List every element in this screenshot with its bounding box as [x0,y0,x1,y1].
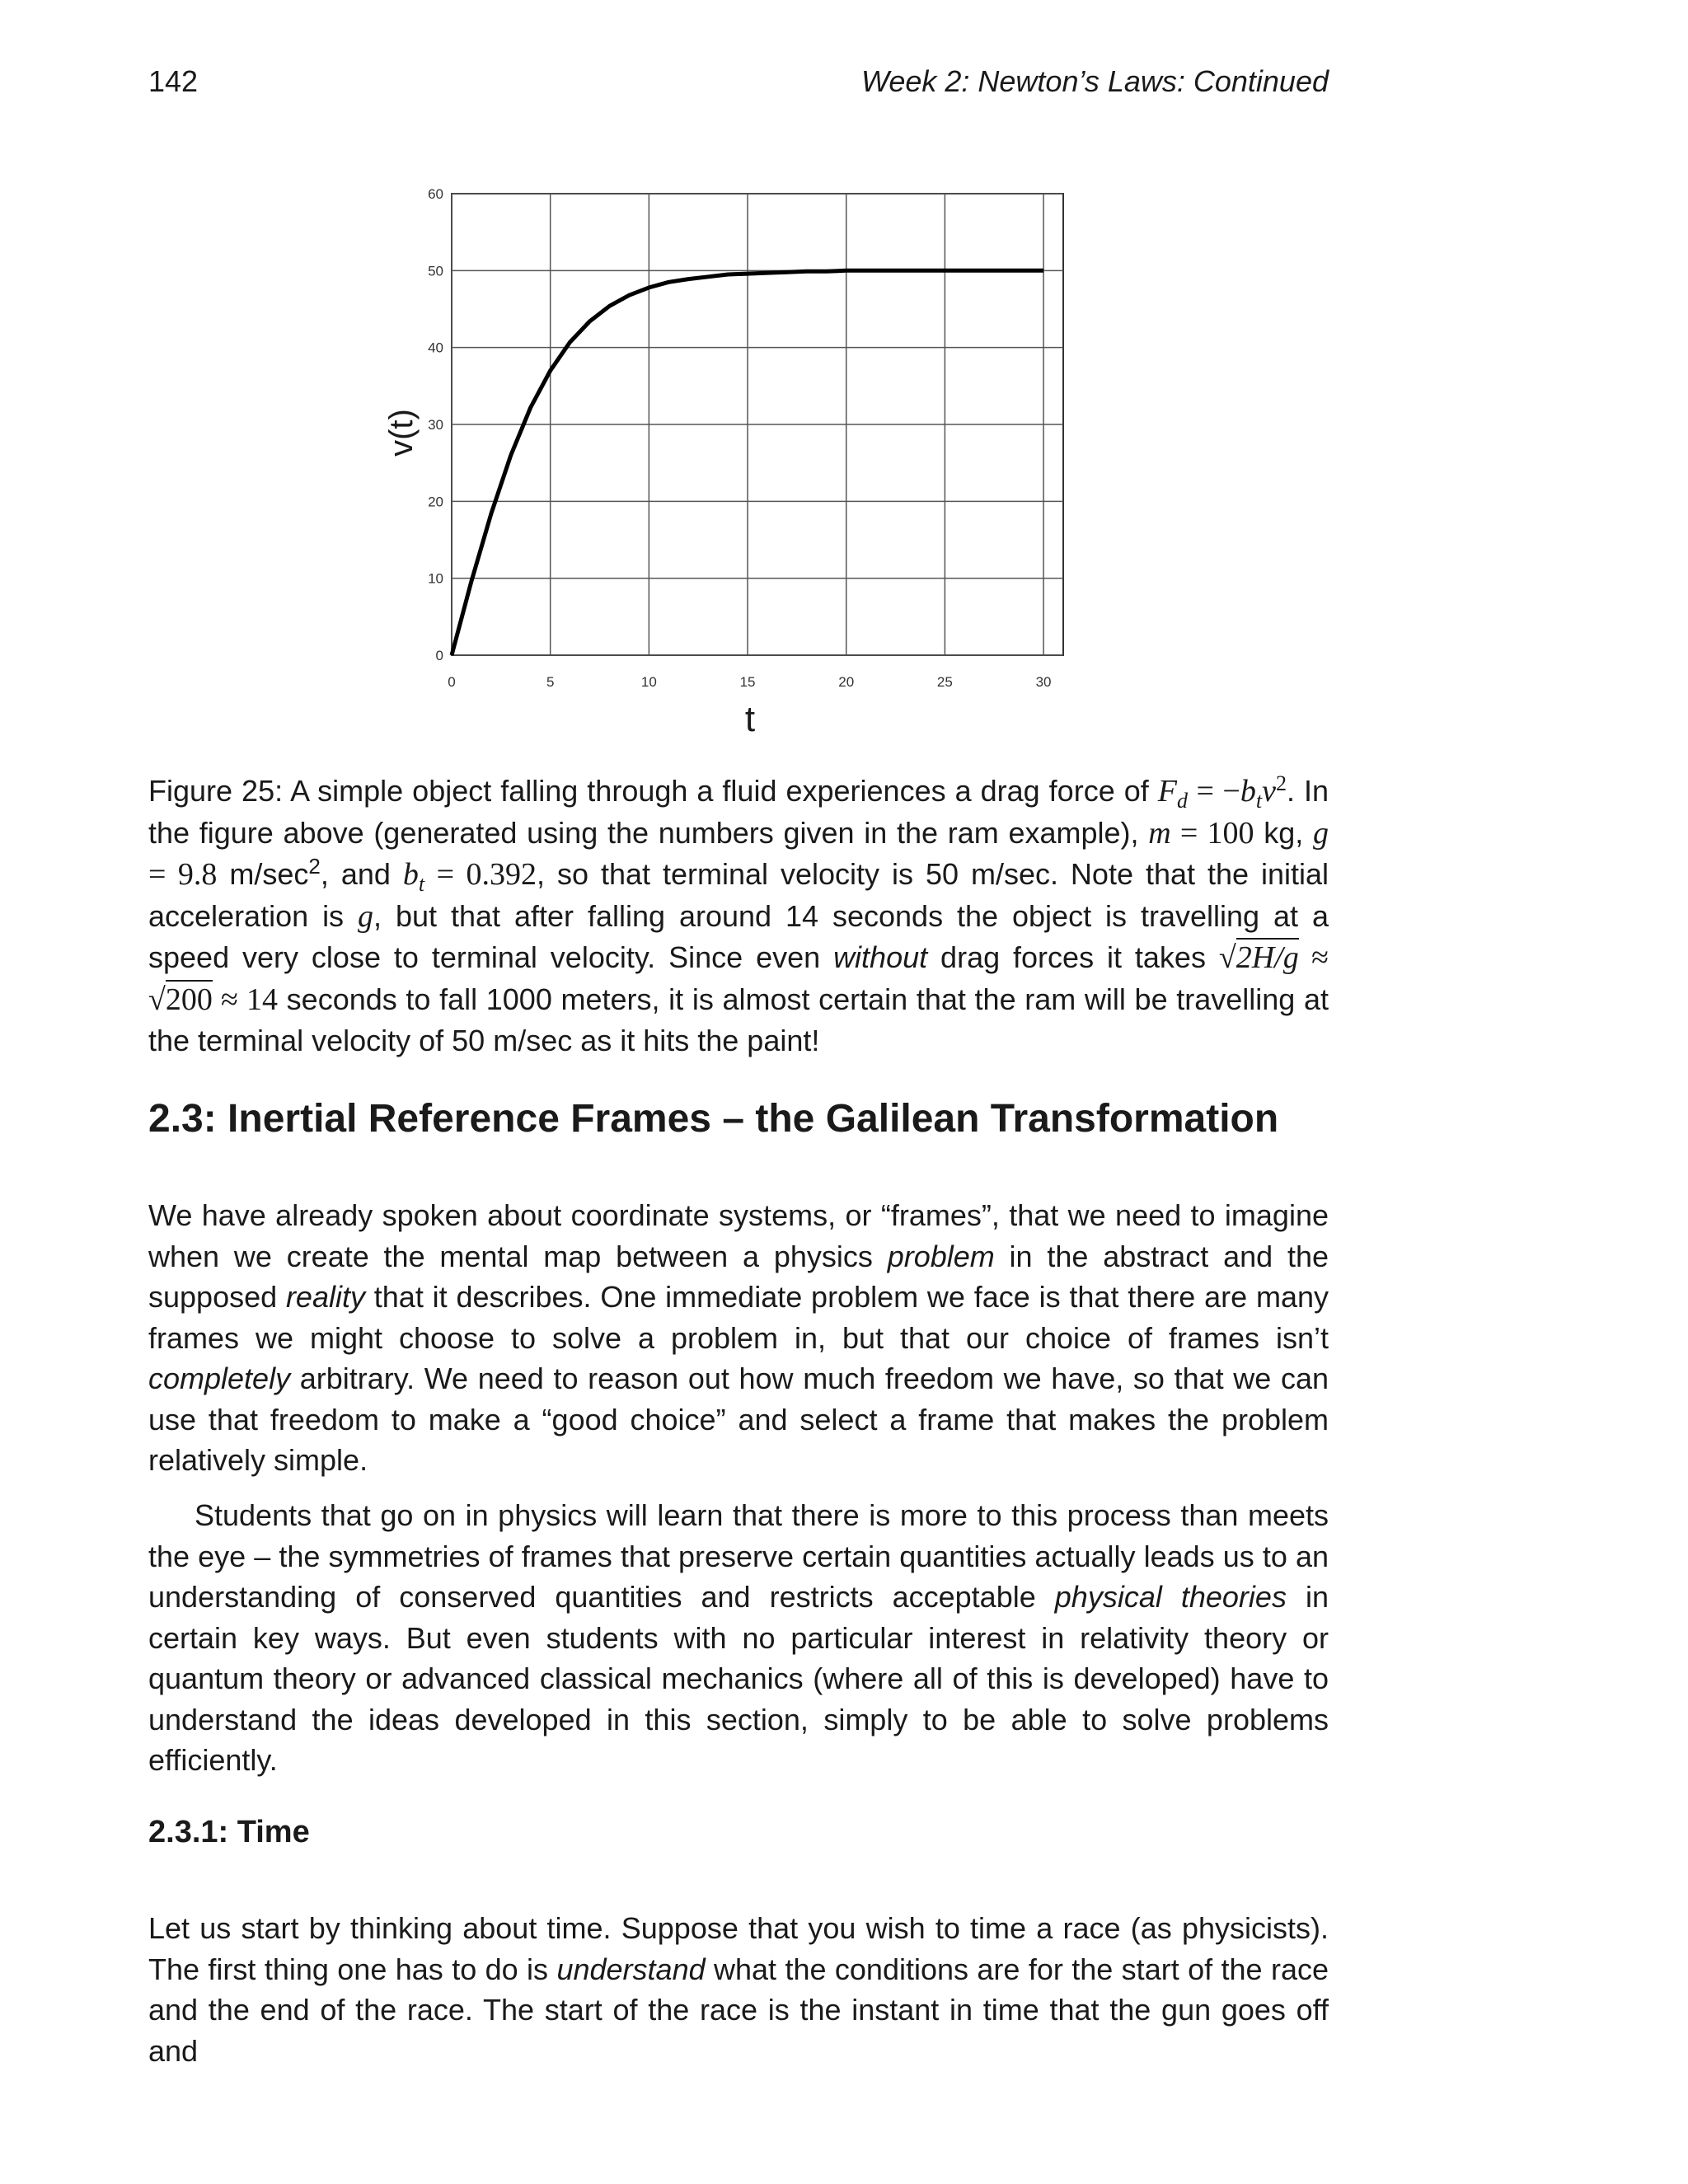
x-tick-label: 5 [546,674,555,690]
x-tick-label: 0 [448,674,456,690]
chart-grid [452,194,1063,655]
section-paragraph-2: Students that go on in physics will learn that there is more to this process than meets the eye – the symmetries of frames that preserve certain quantities actually leads us to an understanding of conserved quantities and restricts acceptable physical theories in certain key ways. But even students with no particular interest in relativity theory or quantum theory or advanced classical mechanics (where all of this is developed) have to understand the ideas developed in this section, simply to be able to solve problems efficiently. [148,1498,1329,1777]
y-tick-label: 50 [428,263,443,279]
x-tick-label: 15 [739,674,756,690]
y-tick-label: 0 [435,648,443,663]
y-tick-labels [428,186,443,663]
x-tick-label: 20 [838,674,855,690]
subsection-heading: 2.3.1: Time [148,1815,310,1849]
velocity-chart [363,177,1088,754]
y-tick-label: 20 [428,494,443,510]
section-heading: 2.3: Inertial Reference Frames – the Galilean Transformation [148,1097,1279,1141]
x-tick-label: 30 [1035,674,1052,690]
x-tick-label: 10 [640,674,657,690]
page-number: 142 [148,64,199,98]
y-tick-label: 60 [428,186,443,202]
section-paragraph-1: We have already spoken about coordinate systems, or “frames”, that we need to imagine when we create the mental map between a physics problem in the abstract and the supposed reality that it describes. One immediate problem we face is that there are many frames we might choose to solve a problem in, but that our choice of frames isn’t completely arbitrary. We need to reason out how much freedom we have, so that we can use that freedom to make a “good choice” and select a frame that makes the problem relatively simple. [148,1198,1329,1477]
running-title: Week 2: Newton’s Laws: Continued [861,64,1329,98]
x-axis-label: t [744,699,756,739]
x-tick-labels [448,674,1051,690]
x-tick-label: 25 [936,674,953,690]
y-tick-label: 40 [428,340,443,356]
y-axis-label: v(t) [383,409,420,457]
y-tick-label: 30 [428,417,443,433]
subsection-paragraph-1: Let us start by thinking about time. Suppose that you wish to time a race (as physicists). The first thing one has to do is understand what the conditions are for the start of the race and the end of the race. The start of the race is the instant in time that the gun goes off and [148,1911,1329,2068]
figure-caption: Figure 25: A simple object falling through a fluid experiences a drag force of $F_d = -b_tv^2$. In the figure above (generated using the numbers given in the ram example), m = 100 kg, g = 9.8 $m/\sec^2$, and $b_t = 0.392$, so that terminal velocity is 50 m/sec. Note that the initial acceleration is g, but that after falling around 14 seconds the object is travelling at a speed very close to terminal velocity. Since even without drag forces it takes √2H/g ≈ √200 ≈ 14 seconds to fall 1000 meters, it is almost certain that the ram will be travelling at the terminal velocity of 50 m/sec as it hits the paint! [148,771,1329,1057]
y-tick-label: 10 [428,570,443,587]
